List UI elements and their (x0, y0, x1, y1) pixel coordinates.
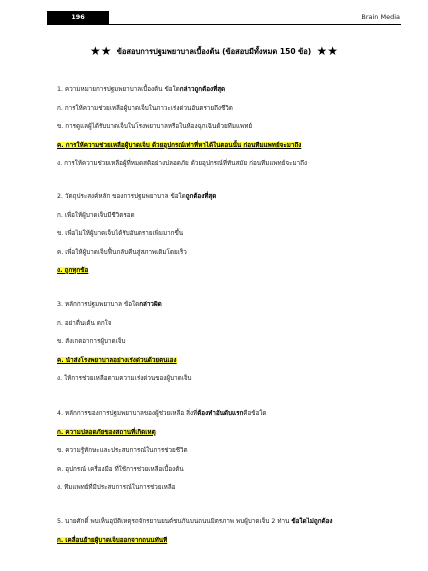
question-2 (57, 188, 397, 281)
choice-text: ก. การให้ความช่วยเหลือผู้บาดเจ็บในภาวะเร่งด่วนอันตรายถึงชีวิต (57, 104, 233, 112)
publisher-name: Brain Media (361, 13, 400, 21)
question-keyword: กล่าวผิด (139, 301, 162, 308)
question-text: 3. หลักการปฐมพยาบาล ข้อใด (57, 301, 140, 308)
answer-choice (57, 207, 397, 226)
question-stem (57, 188, 397, 207)
answer-choice (57, 461, 397, 480)
answer-choice-correct (57, 352, 397, 371)
choice-text: ก. เคลื่อนย้ายผู้บาดเจ็บออกจากถนนทันที (57, 536, 168, 544)
question-text: คือข้อใด (243, 410, 267, 417)
question-1 (57, 81, 397, 174)
choice-text: ง. การให้ความช่วยเหลือผู้ที่หมดสติอย่างปลอดภัย ด้วยอุปกรณ์ที่ทันสมัย ก่อนทีมแพทย์จะมาถึง (57, 160, 308, 167)
answer-choice (57, 315, 397, 334)
answer-choice (57, 225, 397, 244)
question-4 (57, 405, 397, 498)
choice-text: ข. ความรู้ทักษะและประสบการณ์ในการช่วยชีวิต (57, 447, 188, 454)
question-stem (57, 513, 397, 532)
question-text: 1. ความหมายการปฐมพยาบาลเบื้องต้น ข้อใด (57, 86, 180, 93)
question-text: 4. หลักการของการปฐมพยาบาลของผู้ช่วยเหลือ สิ่งที่ (57, 410, 198, 417)
answer-choice-correct (57, 532, 397, 551)
answer-choice (57, 442, 397, 461)
question-keyword: กล่าวถูกต้องที่สุด (179, 86, 226, 93)
question-3 (57, 296, 397, 389)
answer-choice (57, 155, 397, 174)
answer-choice-correct (57, 137, 397, 156)
header-divider (47, 24, 401, 25)
question-keyword: ข้อใดไม่ถูกต้อง (291, 518, 333, 525)
title-text: ข้อสอบการปฐมพยาบาลเบื้องต้น (ข้อสอบมีทั้งหมด 150 ข้อ) (116, 47, 312, 56)
choice-text: ข. สังเกตอาการผู้บาดเจ็บ (57, 338, 126, 345)
answer-choice-correct (57, 424, 397, 443)
question-stem (57, 405, 397, 424)
answer-choice (57, 244, 397, 263)
choice-text: ค. อุปกรณ์ เครื่องมือ ที่ใช้การช่วยเหลือเบื้องต้น (57, 465, 184, 473)
question-keyword: ถูกต้องที่สุด (185, 193, 217, 200)
choice-text: ก. อย่าตื่นเต้น ตกใจ (57, 319, 112, 327)
question-5 (57, 513, 397, 550)
page-number-badge: 196 (47, 11, 109, 24)
star-icon: ★★ (90, 44, 112, 58)
choice-text: ก. ความปลอดภัยของสถานที่เกิดเหตุ (57, 428, 156, 436)
answer-choice (57, 118, 397, 137)
question-text: 5. นายศักดิ์ พบเห็นอุบัติเหตุรถจักรยานยนต์ชนกันบนถนนมิตรภาพ พบผู้บาดเจ็บ 2 ท่าน (57, 518, 292, 525)
choice-text: ง. ทีมแพทย์ที่มีประสบการณ์ในการช่วยเหลือ (57, 484, 176, 491)
choice-text: ก. เพื่อให้ผู้บาดเจ็บมีชีวิตรอด (57, 211, 135, 219)
choice-text: ง. ถูกทุกข้อ (57, 267, 89, 274)
star-icon: ★★ (316, 44, 338, 58)
choice-text: ค. เพื่อให้ผู้บาดเจ็บฟื้นกลับคืนสู่สภาพเดิมโดยเร็ว (57, 248, 187, 256)
question-text: 2. วัตถุประสงค์หลัก ของการปฐมพยาบาล ข้อใด (57, 193, 186, 200)
choice-text: ค. นำส่งโรงพยาบาลอย่างเร่งด่วนด้วยตนเอง (57, 356, 177, 364)
answer-choice (57, 333, 397, 352)
choice-text: ค. การให้ความช่วยเหลือผู้บาดเจ็บ ด้วยอุปกรณ์เท่าที่หาได้ในตอนนั้น ก่อนทีมแพทย์จะมาถึง (57, 141, 302, 149)
answer-choice (57, 370, 397, 389)
answer-choice (57, 479, 397, 498)
question-keyword: ต้องทำอันดับแรก (197, 410, 244, 417)
answer-choice-correct (57, 262, 397, 281)
question-stem (57, 296, 397, 315)
choice-text: ข. การดูแลผู้ได้รับบาดเจ็บในโรงพยาบาลหรือในห้องฉุกเฉินด้วยทีมแพทย์ (57, 123, 253, 130)
choice-text: ง. ให้การช่วยเหลือตามความเร่งด่วนของผู้บาดเจ็บ (57, 375, 192, 382)
choice-text: ข. เพื่อไม่ให้ผู้บาดเจ็บได้รับอันตรายเพิ่มมากขึ้น (57, 230, 184, 237)
answer-choice (57, 100, 397, 119)
question-stem (57, 81, 397, 100)
document-title (0, 44, 428, 58)
